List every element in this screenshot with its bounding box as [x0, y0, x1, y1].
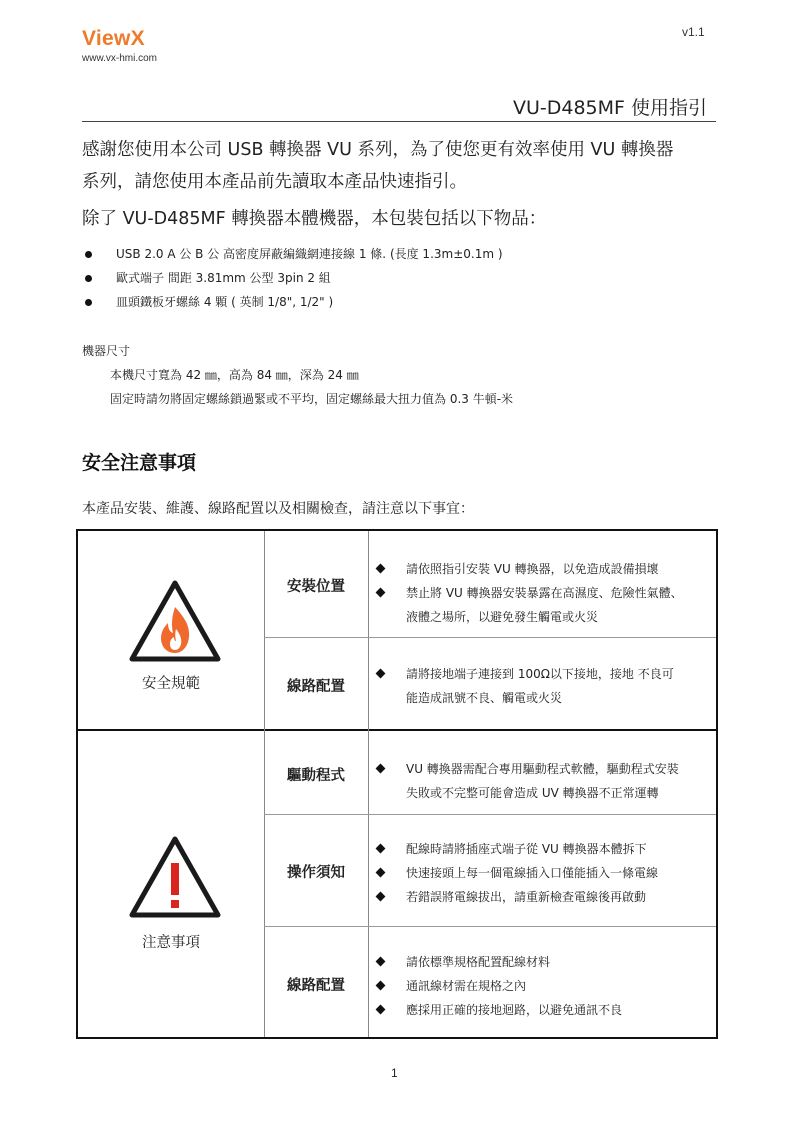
- safety-table: 安全規範 安裝位置 請依照指引安裝 VU 轉換器，以免造成設備損壞 禁止將 VU 轉換器安裝暴露在高濕度、危險性氣體、 液體之場所，以避免發生觸電或火災 線路配置 請將接地端子連接到 100Ω以下接地，接地 不良可 能造成訊號不良、觸電或火災 注意事項 驅動程式 VU 轉換器需配合專用驅動程式軟體，驅動程式安裝 失敗或不完整可能會造成 UV 轉換器不正常運轉 操作須知 配線時請將插座式端子從 VU 轉換器本體拆下 快速接頭上每一個電線插入口僅能插入一條電線 若錯誤將電線拔出，請重新檢查電線後再啟動 線路配置 請依標準規格配置配線材料 通訊線材需在規格之內 應採用正確的接地迴路，以避免通訊不良: [76, 529, 718, 1039]
- exclamation-warning-icon: [126, 833, 224, 923]
- bullet-icon: [85, 275, 92, 282]
- diamond-bullet-icon: [376, 764, 386, 774]
- category-label-notice: 注意事項: [142, 935, 200, 951]
- title-divider: [82, 121, 716, 122]
- brand-logo: ViewX: [82, 27, 145, 50]
- brand-url: www.vx-hmi.com: [82, 53, 158, 64]
- section-title-install-location: 安裝位置: [287, 579, 345, 595]
- diamond-bullet-icon: [376, 868, 386, 878]
- version-label: v1.1: [682, 25, 705, 39]
- package-heading: 除了 VU-D485MF 轉換器本體機器，本包裝包括以下物品：: [82, 209, 547, 229]
- section-title-operation: 操作須知: [287, 865, 345, 881]
- bullet-icon: [85, 251, 92, 258]
- group-divider: [78, 729, 716, 731]
- dimensions-size: 本機尺寸寬為 42 ㎜，高為 84 ㎜，深為 24 ㎜: [110, 368, 359, 382]
- column-divider: [368, 531, 369, 1037]
- diamond-bullet-icon: [376, 844, 386, 854]
- diamond-bullet-icon: [376, 981, 386, 991]
- diamond-bullet-icon: [376, 892, 386, 902]
- diamond-bullet-icon: [376, 669, 386, 679]
- dimensions-torque-note: 固定時請勿將固定螺絲鎖過緊或不平均，固定螺絲最大扭力值為 0.3 牛頓-米: [110, 392, 514, 406]
- intro-line-1: 感謝您使用本公司 USB 轉換器 VU 系列，為了使您更有效率使用 VU 轉換器: [82, 140, 674, 160]
- row-divider: [264, 637, 716, 638]
- section-title-driver: 驅動程式: [287, 768, 345, 784]
- section-title-wiring-2: 線路配置: [287, 978, 345, 994]
- row-divider: [264, 926, 716, 927]
- safety-intro: 本產品安裝、維護、線路配置以及相關檢查，請注意以下事宜：: [82, 501, 474, 517]
- diamond-bullet-icon: [376, 564, 386, 574]
- intro-line-2: 系列，請您使用本產品前先讀取本產品快速指引。: [82, 172, 467, 192]
- document-title: VU-D485MF 使用指引: [512, 97, 707, 119]
- row-divider: [264, 814, 716, 815]
- category-label-safety: 安全規範: [142, 676, 200, 692]
- bullet-icon: [85, 299, 92, 306]
- page-number: 1: [391, 1066, 398, 1080]
- diamond-bullet-icon: [376, 588, 386, 598]
- safety-heading: 安全注意事項: [82, 452, 197, 474]
- diamond-bullet-icon: [376, 1005, 386, 1015]
- fire-warning-icon: [126, 577, 224, 667]
- dimensions-label: 機器尺寸: [82, 344, 131, 358]
- intro-paragraph: [82, 134, 722, 198]
- section-title-wiring: 線路配置: [287, 679, 345, 695]
- diamond-bullet-icon: [376, 957, 386, 967]
